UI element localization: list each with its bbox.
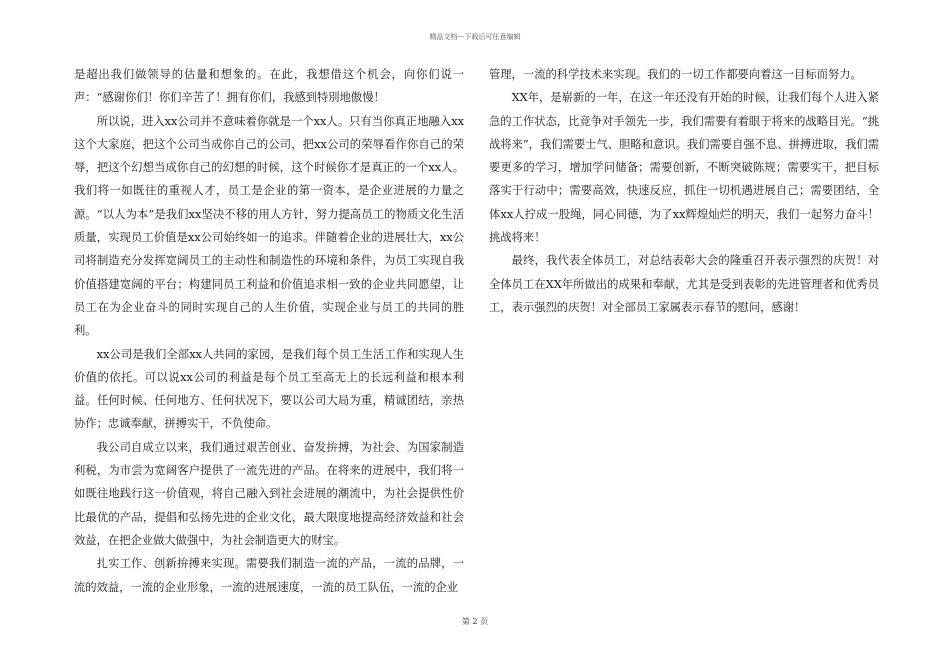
- page-header: 精品文档---下载后可任意编辑: [429, 33, 521, 41]
- paragraph: 是超出我们做领导的估量和想象的。在此，我想借这个机会，向你们说一声：“感谢你们！你们辛苦了！拥有你们，我感到特別地傲慢！: [74, 68, 464, 105]
- left-column: [74, 63, 464, 599]
- paragraph-continuation: 管理，一流的科学技术来实现。我们的一切工作都要向着这一目标而努力。: [489, 68, 862, 81]
- paragraph: 扎实工作、创新拚搏来实现。需要我们制造一流的产品，一流的品牌，一流的效益，一流的企业形象，一流的进展速度，一流的员工队伍，一流的企业: [74, 557, 464, 594]
- paragraph: 所以说，进入xx公司并不意味着你就是一个xx人。只有当你真正地融入xx这个大家庭，把这个公司当成你自己的公司，把xx公司的荣辱看作你自己的荣辱，把这个幻想当成你自己的幻想的时候，这个时候你才是真正的一个xx人。我们将一如既往的重视人才，员工是企业的第一资本，是企业进展的力量之源。“以人为本”是我们xx坚决不移的用人方针，努力提高员工的物质文化生活质量，实现员工价值是xx公司始终如一的追求。伴随着企业的进展壮大，xx公司将制造充分发挥宽阔员工的主动性和制造性的环境和条件，为员工实现自我价值搭建宽阔的平台；构建同员工利益和价值追求相一致的企业共同愿望，让员工在为企业奋斗的同时实现自己的人生价值，实现企业与员工的共同的胜利。: [74, 114, 464, 338]
- paragraph: 最终，我代表全体员工，对总结表彰大会的隆重召开表示强烈的庆贺！对全体员工在XX年所做出的成果和奉献，尤其是受到表彰的先进管理者和优秀员工，表示强烈的庆贺！对全部员工家属表示春节的慰问，感谢！: [489, 254, 879, 314]
- page-number: 第 2 页: [461, 617, 489, 626]
- paragraph: xx公司是我们全部xx人共同的家园，是我们每个员工生活工作和实现人生价值的依托。可以说xx公司的利益是每个员工至高无上的长远利益和根本利益。任何时候、任何地方、任何状况下，要以公司大局为重，精诚团结，亲热协作；忠诚奉献，拼搏实干，不负使命。: [74, 347, 464, 431]
- right-column: [489, 63, 879, 319]
- paragraph: XX年，是崭新的一年，在这一年还没有开始的时候，让我们每个人进入紧急的工作状态，比竞争对手领先一步，我们需要有着眼于将来的战略目光。“挑战将来”，我们需要士气、胆略和意识。我们需要自强不息、拼搏进取，我们需要更多的学习，增加学问储备；需要创新，不断突破陈规；需要实干，把目标落实于行动中；需要高效，快速反应，抓住一切机遇进展自己；需要团结，全体xx人拧成一股绳，同心同德，为了xx辉煌灿烂的明天，我们一起努力奋斗！挑战将来！: [489, 91, 879, 245]
- paragraph: 我公司自成立以来，我们通过艰苦创业、奋发拚搏，为社会、为国家制造利税，为市尝为宽阔客户提供了一流先进的产品。在将来的进展中，我们将一如既往地践行这一价值观，将自己融入到社会进展的潮流中，为社会提供性价比最优的产品，提倡和弘扬先进的企业文化，最大限度地提高经济效益和社会效益，在把企业做大做强中，为社会制造更大的财宝。: [74, 440, 464, 547]
